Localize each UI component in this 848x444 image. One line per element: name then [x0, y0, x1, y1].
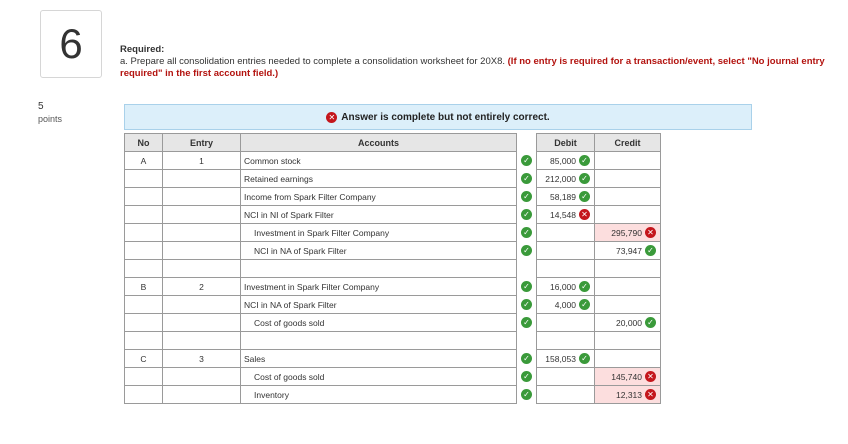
account-select[interactable]: Income from Spark Filter Company	[241, 188, 517, 206]
entry-cell[interactable]	[163, 386, 241, 404]
account-status	[517, 242, 537, 260]
table-row	[125, 278, 661, 296]
account-status	[517, 368, 537, 386]
check-circle-icon: ✓	[521, 389, 532, 400]
header-accounts: Accounts	[241, 134, 517, 152]
account-cell[interactable]	[241, 260, 517, 278]
required-instruction: (If no entry is required for a transaction/event, select "No journal entry required" in the first account field.)	[120, 56, 825, 79]
table-row	[125, 242, 661, 260]
x-circle-icon: ✕	[645, 227, 656, 238]
account-select[interactable]: Sales	[241, 350, 517, 368]
account-select[interactable]: Inventory	[241, 386, 517, 404]
check-circle-icon: ✓	[521, 173, 532, 184]
entry-cell[interactable]	[163, 260, 241, 278]
table-row	[125, 332, 661, 350]
check-circle-icon: ✓	[521, 245, 532, 256]
answer-status-banner	[124, 104, 752, 130]
entry-cell[interactable]: 1	[163, 152, 241, 170]
check-circle-icon: ✓	[521, 191, 532, 202]
credit-input[interactable]: 295,790 ✕	[595, 224, 661, 242]
debit-input[interactable]: 4,000 ✓	[537, 296, 595, 314]
check-circle-icon: ✓	[645, 245, 656, 256]
entry-cell[interactable]	[163, 314, 241, 332]
credit-input[interactable]	[595, 206, 661, 224]
credit-input[interactable]: 12,313 ✕	[595, 386, 661, 404]
account-select[interactable]: Cost of goods sold	[241, 368, 517, 386]
debit-input[interactable]	[537, 224, 595, 242]
check-circle-icon: ✓	[521, 227, 532, 238]
header-entry: Entry	[163, 134, 241, 152]
entry-cell[interactable]	[163, 242, 241, 260]
no-cell[interactable]	[125, 170, 163, 188]
check-circle-icon: ✓	[521, 299, 532, 310]
credit-input[interactable]: 73,947 ✓	[595, 242, 661, 260]
table-row	[125, 260, 661, 278]
points-label: points	[38, 114, 63, 124]
x-circle-icon: ✕	[645, 389, 656, 400]
check-circle-icon: ✓	[521, 209, 532, 220]
no-cell[interactable]: C	[125, 350, 163, 368]
account-select[interactable]: Common stock	[241, 152, 517, 170]
debit-input[interactable]: 16,000 ✓	[537, 278, 595, 296]
mark-cell	[517, 332, 537, 350]
check-circle-icon: ✓	[579, 173, 590, 184]
no-cell[interactable]	[125, 386, 163, 404]
table-row	[125, 314, 661, 332]
account-select[interactable]: NCI in NA of Spark Filter	[241, 296, 517, 314]
no-cell[interactable]	[125, 242, 163, 260]
account-select[interactable]: Investment in Spark Filter Company	[241, 224, 517, 242]
header-credit: Credit	[595, 134, 661, 152]
debit-input[interactable]: 85,000 ✓	[537, 152, 595, 170]
entry-cell[interactable]	[163, 206, 241, 224]
account-select[interactable]: Investment in Spark Filter Company	[241, 278, 517, 296]
points-info	[38, 101, 62, 125]
account-status	[517, 350, 537, 368]
check-circle-icon: ✓	[579, 299, 590, 310]
credit-input[interactable]	[595, 296, 661, 314]
x-circle-icon: ✕	[326, 112, 337, 123]
table-row	[125, 206, 661, 224]
check-circle-icon: ✓	[579, 155, 590, 166]
no-cell[interactable]	[125, 224, 163, 242]
points-value: 5	[38, 101, 44, 112]
question-number: 6	[40, 10, 102, 78]
no-cell[interactable]	[125, 296, 163, 314]
debit-input[interactable]: 212,000 ✓	[537, 170, 595, 188]
table-row	[125, 386, 661, 404]
no-cell[interactable]: A	[125, 152, 163, 170]
account-status	[517, 206, 537, 224]
check-circle-icon: ✓	[579, 281, 590, 292]
credit-cell[interactable]	[595, 332, 661, 350]
check-circle-icon: ✓	[645, 317, 656, 328]
no-cell[interactable]	[125, 314, 163, 332]
table-row	[125, 350, 661, 368]
credit-cell[interactable]	[595, 260, 661, 278]
table-row	[125, 296, 661, 314]
x-circle-icon: ✕	[579, 209, 590, 220]
no-cell[interactable]	[125, 260, 163, 278]
check-circle-icon: ✓	[521, 371, 532, 382]
credit-input[interactable]	[595, 188, 661, 206]
credit-input[interactable]	[595, 278, 661, 296]
check-circle-icon: ✓	[579, 353, 590, 364]
check-circle-icon: ✓	[521, 281, 532, 292]
debit-input[interactable]	[537, 386, 595, 404]
debit-cell[interactable]	[537, 260, 595, 278]
account-select[interactable]: Retained earnings	[241, 170, 517, 188]
header-gap	[517, 134, 537, 152]
check-circle-icon: ✓	[521, 317, 532, 328]
entry-cell[interactable]	[163, 332, 241, 350]
banner-text: Answer is complete but not entirely correct.	[341, 111, 550, 123]
check-circle-icon: ✓	[521, 353, 532, 364]
table-row	[125, 170, 661, 188]
account-status	[517, 296, 537, 314]
table-row	[125, 152, 661, 170]
no-cell[interactable]: B	[125, 278, 163, 296]
credit-input[interactable]	[595, 350, 661, 368]
credit-input[interactable]: 20,000 ✓	[595, 314, 661, 332]
no-cell[interactable]	[125, 332, 163, 350]
entry-cell[interactable]: 3	[163, 350, 241, 368]
credit-input[interactable]	[595, 170, 661, 188]
debit-input[interactable]	[537, 368, 595, 386]
debit-input[interactable]: 14,548 ✕	[537, 206, 595, 224]
credit-input[interactable]: 145,740 ✕	[595, 368, 661, 386]
debit-cell[interactable]	[537, 332, 595, 350]
table-row	[125, 188, 661, 206]
header-debit: Debit	[537, 134, 595, 152]
no-cell[interactable]	[125, 188, 163, 206]
entry-cell[interactable]	[163, 296, 241, 314]
required-text: a. Prepare all consolidation entries needed to complete a consolidation worksheet for 20X8. (If no entry is required for a transaction/event, select "No journal entry required" in the first account field.)	[120, 56, 825, 79]
account-status	[517, 386, 537, 404]
credit-input[interactable]	[595, 152, 661, 170]
account-status	[517, 170, 537, 188]
entry-cell[interactable]	[163, 170, 241, 188]
debit-input[interactable]	[537, 314, 595, 332]
mark-cell	[517, 260, 537, 278]
account-cell[interactable]	[241, 332, 517, 350]
account-status	[517, 152, 537, 170]
debit-input[interactable]: 58,189 ✓	[537, 188, 595, 206]
no-cell[interactable]	[125, 368, 163, 386]
account-status	[517, 188, 537, 206]
account-select[interactable]: Cost of goods sold	[241, 314, 517, 332]
check-circle-icon: ✓	[579, 191, 590, 202]
no-cell[interactable]	[125, 206, 163, 224]
debit-input[interactable]	[537, 242, 595, 260]
check-circle-icon: ✓	[521, 155, 532, 166]
journal-table	[124, 133, 661, 404]
table-row	[125, 224, 661, 242]
debit-input[interactable]: 158,053 ✓	[537, 350, 595, 368]
x-circle-icon: ✕	[645, 371, 656, 382]
entry-cell[interactable]	[163, 224, 241, 242]
required-section	[120, 44, 840, 80]
table-row	[125, 368, 661, 386]
account-select[interactable]: NCI in NI of Spark Filter	[241, 206, 517, 224]
account-status	[517, 224, 537, 242]
account-status	[517, 278, 537, 296]
header-no: No	[125, 134, 163, 152]
required-title: Required:	[120, 44, 165, 55]
account-status	[517, 314, 537, 332]
entry-cell[interactable]	[163, 188, 241, 206]
entry-cell[interactable]	[163, 368, 241, 386]
account-select[interactable]: NCI in NA of Spark Filter	[241, 242, 517, 260]
entry-cell[interactable]: 2	[163, 278, 241, 296]
